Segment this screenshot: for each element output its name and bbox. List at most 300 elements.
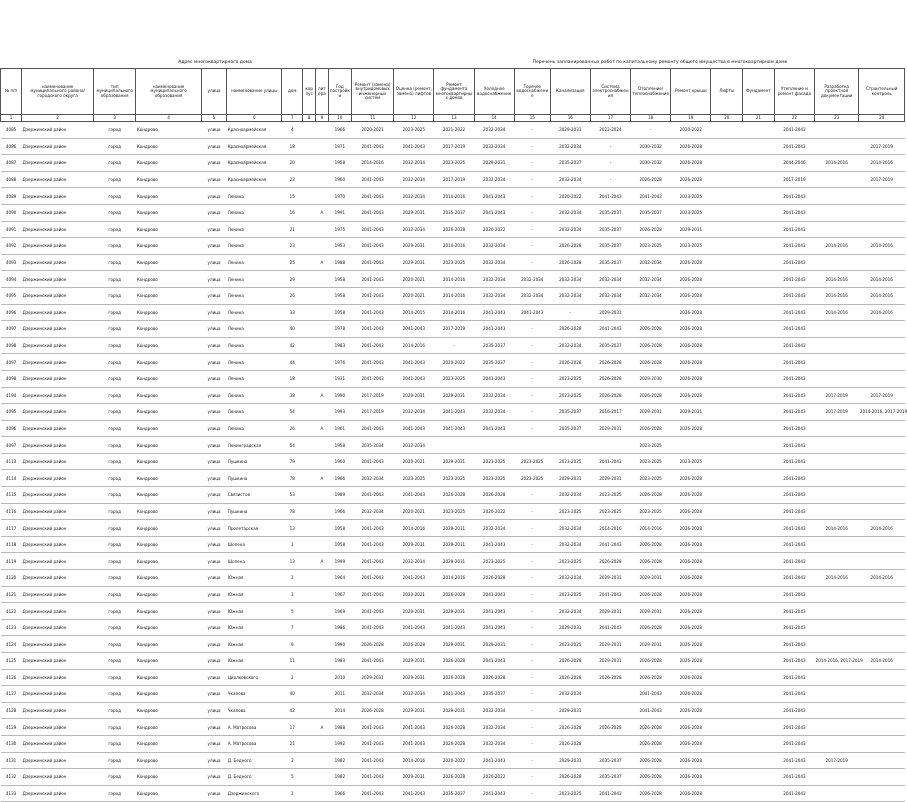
column-header: улица (201, 69, 226, 115)
table-cell: 2026-2028 (671, 785, 711, 802)
table-cell: 2014-2016 (859, 155, 905, 172)
table-cell: 1958 (328, 271, 351, 288)
table-cell: 2029-2031 (434, 520, 474, 537)
table-cell: 2041-2043 (394, 321, 434, 338)
table-cell: 2041-2043 (774, 785, 814, 802)
column-header: Лифты (711, 69, 743, 115)
table-cell: 2035-2037 (590, 204, 630, 221)
table-cell: 2041-2043 (351, 188, 393, 205)
table-cell (859, 503, 905, 520)
table-cell: 2020-2021 (394, 586, 434, 603)
table-cell: 2026-2028 (550, 669, 590, 686)
table-cell: 2026-2028 (671, 735, 711, 752)
table-cell (316, 321, 329, 338)
table-cell (590, 735, 630, 752)
table-cell: 1976 (328, 354, 351, 371)
column-number: 14 (474, 115, 514, 122)
table-cell: 4121 (1, 586, 22, 603)
table-cell: 2032-2034 (550, 337, 590, 354)
table-cell: 2032-2034 (474, 238, 514, 255)
table-cell: Ленина (227, 354, 282, 371)
table-cell: - (514, 520, 550, 537)
table-cell: 2023-2025 (434, 470, 474, 487)
table-row (1, 769, 905, 786)
table-cell: 2026-2028 (671, 387, 711, 404)
table-cell: 2041-2043 (351, 271, 393, 288)
table-cell: 2041-2043 (474, 752, 514, 769)
table-cell: 2041-2043 (474, 370, 514, 387)
table-cell: город (94, 238, 136, 255)
table-cell (316, 354, 329, 371)
table-cell (711, 370, 743, 387)
table-cell (743, 752, 775, 769)
table-cell: город (94, 221, 136, 238)
table-cell: 2041-2043 (351, 769, 393, 786)
table-row (1, 470, 905, 487)
table-cell: А (316, 470, 329, 487)
table-cell: 1958 (328, 304, 351, 321)
table-row (1, 785, 905, 802)
table-cell: 2041-2043 (774, 619, 814, 636)
table-cell: 2026-2028 (671, 719, 711, 736)
table-cell: улица (201, 603, 226, 620)
table-cell: город (94, 470, 136, 487)
table-cell (815, 553, 859, 570)
table-cell: - (514, 536, 550, 553)
table-cell (590, 437, 630, 454)
table-cell: 2017-2019 (815, 752, 859, 769)
table-cell: 1966 (328, 503, 351, 520)
table-cell (743, 370, 775, 387)
column-header: Ремонт крыши (671, 69, 711, 115)
table-cell: 2 (282, 669, 303, 686)
table-cell: 2029-2031 (671, 404, 711, 421)
table-cell (711, 619, 743, 636)
table-cell: Кондрово (136, 453, 202, 470)
table-cell: 2032-2034 (550, 536, 590, 553)
table-cell: 1982 (328, 752, 351, 769)
table-row (1, 171, 905, 188)
column-header: Система электроснабжения (590, 69, 630, 115)
table-cell: 2026-2028 (671, 337, 711, 354)
table-cell: 2026-2028 (671, 619, 711, 636)
table-cell (743, 719, 775, 736)
table-cell: 1983 (328, 653, 351, 670)
table-cell: 2032-2034 (550, 221, 590, 238)
column-number-row (1, 115, 905, 122)
table-cell: - (514, 254, 550, 271)
column-header: Фундамент (743, 69, 775, 115)
table-cell: 2041-2043 (351, 603, 393, 620)
table-cell: 2032-2034 (474, 138, 514, 155)
table-cell: 2029-2031 (590, 570, 630, 587)
table-cell (815, 453, 859, 470)
table-cell: 2041-2043 (474, 603, 514, 620)
table-cell: 2029-2031 (631, 636, 671, 653)
table-cell (303, 437, 316, 454)
table-cell: 2020-2021 (351, 122, 393, 139)
table-row (1, 155, 905, 172)
table-cell: - (514, 188, 550, 205)
table-cell: 4133 (1, 785, 22, 802)
table-cell: 2023-2025 (550, 503, 590, 520)
table-cell: 2014 (328, 702, 351, 719)
table-cell: 2023-2025 (394, 122, 434, 139)
table-cell: 1960 (328, 171, 351, 188)
table-cell: 2023-2025 (550, 370, 590, 387)
table-cell (303, 287, 316, 304)
table-row (1, 204, 905, 221)
table-cell: 1971 (328, 138, 351, 155)
table-cell: 4116 (1, 503, 22, 520)
table-cell: 2029-2031 (434, 636, 474, 653)
table-cell: 2032-2034 (474, 520, 514, 537)
table-cell: Дзержинский район (22, 752, 94, 769)
table-cell: 2026-2028 (671, 171, 711, 188)
table-cell: 2029-2031 (394, 603, 434, 620)
table-cell: 2032-2034 (550, 686, 590, 703)
table-cell (316, 536, 329, 553)
table-cell: - (514, 752, 550, 769)
table-cell: 2029-2031 (590, 420, 630, 437)
column-number: 12 (394, 115, 434, 122)
table-cell: улица (201, 304, 226, 321)
table-cell: Чкалова (227, 686, 282, 703)
table-cell (711, 686, 743, 703)
table-cell: - (590, 171, 630, 188)
table-cell: 2032-2034 (590, 287, 630, 304)
table-cell: 2029-2031 (631, 603, 671, 620)
table-cell: А (316, 204, 329, 221)
table-cell (743, 702, 775, 719)
table-cell (316, 686, 329, 703)
table-cell: 2023-2025 (434, 370, 474, 387)
table-cell (303, 735, 316, 752)
table-cell (303, 271, 316, 288)
table-cell: 4094 (1, 271, 22, 288)
table-cell: 2032-2034 (550, 287, 590, 304)
table-cell: 2035-2037 (590, 769, 630, 786)
table-cell: 4097 (1, 437, 22, 454)
table-cell (711, 404, 743, 421)
table-cell: 2017-2019 (859, 171, 905, 188)
table-cell: Шопена (227, 553, 282, 570)
table-cell: 1958 (328, 287, 351, 304)
table-cell: 2029-2031 (394, 254, 434, 271)
table-cell: город (94, 769, 136, 786)
table-cell (711, 669, 743, 686)
table-cell: 2041-2043 (774, 221, 814, 238)
table-cell (316, 238, 329, 255)
table-cell: 2014-2016 (815, 570, 859, 587)
table-cell: Южная (227, 636, 282, 653)
table-cell: 2026-2028 (671, 287, 711, 304)
table-cell (743, 287, 775, 304)
table-cell (316, 520, 329, 537)
table-cell: 2026-2028 (671, 702, 711, 719)
table-cell: улица (201, 138, 226, 155)
table-cell: 2014-2016 (859, 304, 905, 321)
table-cell: улица (201, 636, 226, 653)
table-cell (474, 437, 514, 454)
table-cell: 1 (282, 785, 303, 802)
table-cell: 2041-2043 (774, 553, 814, 570)
table-cell (303, 785, 316, 802)
table-cell (303, 337, 316, 354)
table-cell (815, 337, 859, 354)
table-cell: 2023-2025 (434, 155, 474, 172)
table-cell: 2 (282, 752, 303, 769)
table-cell (815, 321, 859, 338)
table-cell: 2029-2030 (631, 370, 671, 387)
table-cell: 2041-2043 (474, 188, 514, 205)
table-cell: 2020-2022 (671, 122, 711, 139)
table-cell: Ленина (227, 271, 282, 288)
table-cell: 2041-2043 (394, 570, 434, 587)
table-cell: Ленина (227, 387, 282, 404)
table-cell: 4086 (1, 138, 22, 155)
table-cell: город (94, 653, 136, 670)
table-cell: улица (201, 520, 226, 537)
table-cell (859, 204, 905, 221)
table-cell: улица (201, 337, 226, 354)
table-cell: 2026-2028 (631, 653, 671, 670)
table-cell (514, 437, 550, 454)
table-cell: город (94, 404, 136, 421)
table-cell: 2032-2034 (474, 404, 514, 421)
table-cell: 2041-2043 (590, 785, 630, 802)
table-cell: Южная (227, 570, 282, 587)
table-cell: 4090 (1, 204, 22, 221)
table-cell: 2023-2025 (631, 453, 671, 470)
table-cell (711, 470, 743, 487)
table-cell: 2017-2019 (351, 387, 393, 404)
table-cell: улица (201, 735, 226, 752)
table-cell: 2026-2028 (631, 553, 671, 570)
table-cell: улица (201, 570, 226, 587)
table-cell: 2032-2034 (514, 271, 550, 288)
table-cell: 4098 (1, 337, 22, 354)
table-cell: Дзержинский район (22, 404, 94, 421)
table-cell (550, 437, 590, 454)
table-cell: улица (201, 122, 226, 139)
table-cell (711, 453, 743, 470)
table-cell (859, 354, 905, 371)
table-cell: - (514, 503, 550, 520)
table-cell: - (514, 370, 550, 387)
table-cell: Кондрово (136, 155, 202, 172)
table-cell: 2017-2019 (434, 171, 474, 188)
table-cell: 2029-2031 (394, 653, 434, 670)
table-cell: 2041-2043 (774, 122, 814, 139)
table-cell (743, 171, 775, 188)
table-cell: - (514, 653, 550, 670)
table-cell: город (94, 370, 136, 387)
table-cell (859, 719, 905, 736)
table-cell: улица (201, 769, 226, 786)
table-cell: 2026-2028 (631, 221, 671, 238)
table-cell: 2026-2028 (550, 321, 590, 338)
table-cell: Дзержинский район (22, 536, 94, 553)
table-cell: 2041-2043 (774, 686, 814, 703)
table-cell: 2023-2025 (550, 636, 590, 653)
table-cell (316, 735, 329, 752)
table-cell: 2026-2028 (671, 653, 711, 670)
table-cell (743, 420, 775, 437)
table-cell (743, 520, 775, 537)
column-header: Ремонт фундамента многоквартирных домов (434, 69, 474, 115)
table-cell (743, 304, 775, 321)
table-cell: 2032-2034 (394, 171, 434, 188)
table-cell (303, 453, 316, 470)
table-cell: 2041-2043 (394, 370, 434, 387)
table-cell: - (434, 337, 474, 354)
table-cell: - (514, 354, 550, 371)
table-cell: Дзержинский район (22, 470, 94, 487)
table-cell: 2023-2025 (671, 453, 711, 470)
table-cell: А. Матросова (227, 735, 282, 752)
column-header: наименование муниципального района/городского округа (22, 69, 94, 115)
table-cell: город (94, 619, 136, 636)
table-cell (316, 619, 329, 636)
table-cell (743, 487, 775, 504)
table-cell: Кондрово (136, 404, 202, 421)
table-cell: город (94, 304, 136, 321)
table-cell: 2041-2043 (351, 487, 393, 504)
table-cell: 1989 (328, 487, 351, 504)
table-cell: Южная (227, 603, 282, 620)
table-cell: город (94, 354, 136, 371)
table-cell: Кондрово (136, 653, 202, 670)
table-row (1, 453, 905, 470)
table-cell: 2029-2031 (590, 653, 630, 670)
table-cell (590, 702, 630, 719)
table-cell (303, 155, 316, 172)
table-cell (859, 188, 905, 205)
table-cell: 2035-2037 (590, 337, 630, 354)
table-cell: 2023-2025 (434, 503, 474, 520)
table-cell (743, 619, 775, 636)
table-cell: город (94, 785, 136, 802)
table-cell: 2029-2031 (351, 669, 393, 686)
table-cell (815, 437, 859, 454)
table-cell: 2041-2043 (774, 337, 814, 354)
table-row (1, 603, 905, 620)
table-cell: город (94, 603, 136, 620)
table-cell: 2026-2028 (631, 321, 671, 338)
table-cell: 2041-2043 (590, 188, 630, 205)
table-cell: 2041-2043 (351, 420, 393, 437)
column-number: 7 (282, 115, 303, 122)
table-cell: 2026-2028 (631, 536, 671, 553)
table-cell: 2041-2043 (434, 619, 474, 636)
table-cell (743, 354, 775, 371)
table-row (1, 321, 905, 338)
table-cell: 2014-2016 (394, 520, 434, 537)
table-cell: А (316, 254, 329, 271)
column-header: Строительный контроль (859, 69, 905, 115)
table-cell (711, 570, 743, 587)
table-cell: Ленина (227, 370, 282, 387)
table-cell: Пушкина (227, 503, 282, 520)
table-cell: город (94, 287, 136, 304)
table-cell (316, 271, 329, 288)
table-cell: 2014-2016 (859, 570, 905, 587)
table-cell: улица (201, 553, 226, 570)
table-cell: Ленина (227, 204, 282, 221)
table-cell: 1988 (328, 254, 351, 271)
table-cell: 2041-2043 (631, 702, 671, 719)
table-cell (743, 785, 775, 802)
table-cell (815, 719, 859, 736)
table-cell (303, 387, 316, 404)
table-row (1, 304, 905, 321)
table-cell (859, 453, 905, 470)
table-cell (859, 536, 905, 553)
table-cell: 2041-2043 (774, 321, 814, 338)
table-cell: Кондрово (136, 719, 202, 736)
table-cell: Дзержинский район (22, 553, 94, 570)
table-cell: Ленина (227, 221, 282, 238)
table-cell (711, 287, 743, 304)
table-cell (711, 420, 743, 437)
table-row (1, 420, 905, 437)
table-cell: 2026-2028 (671, 254, 711, 271)
table-cell: 2029-2031 (394, 536, 434, 553)
table-cell (815, 769, 859, 786)
table-row (1, 337, 905, 354)
table-cell: Кондрово (136, 254, 202, 271)
column-number: 21 (743, 115, 775, 122)
table-cell: улица (201, 254, 226, 271)
table-cell: улица (201, 785, 226, 802)
table-cell: Южная (227, 586, 282, 603)
table-cell (815, 636, 859, 653)
table-cell (303, 536, 316, 553)
table-cell: 2026-2028 (631, 420, 671, 437)
table-cell: 2041-2043 (774, 287, 814, 304)
group-header-row (0, 60, 905, 68)
table-cell (859, 420, 905, 437)
table-cell: 2030-2032 (631, 138, 671, 155)
table-cell: 2032-2034 (550, 171, 590, 188)
table-cell: 2032-2034 (394, 221, 434, 238)
table-cell: 2020-2021 (394, 453, 434, 470)
table-cell: Дзержинский район (22, 653, 94, 670)
table-cell: 2032-2034 (394, 155, 434, 172)
table-cell (815, 686, 859, 703)
table-cell: 2041-2043 (351, 453, 393, 470)
table-cell: 29 (282, 271, 303, 288)
table-cell (815, 702, 859, 719)
table-cell: А (316, 387, 329, 404)
table-cell: 4127 (1, 686, 22, 703)
table-cell (743, 669, 775, 686)
table-cell: 1990 (328, 387, 351, 404)
table-cell: город (94, 171, 136, 188)
table-cell: 2041-2043 (474, 204, 514, 221)
table-cell: Красноармейская (227, 155, 282, 172)
table-cell: город (94, 337, 136, 354)
column-header: Холодное водоснабжение (474, 69, 514, 115)
table-cell: 2023-2025 (474, 553, 514, 570)
table-cell: 2041-2043 (774, 470, 814, 487)
table-cell: 2026-2028 (671, 354, 711, 371)
table-cell (303, 238, 316, 255)
table-cell (316, 188, 329, 205)
table-cell: - (514, 204, 550, 221)
table-cell: 4092 (1, 238, 22, 255)
